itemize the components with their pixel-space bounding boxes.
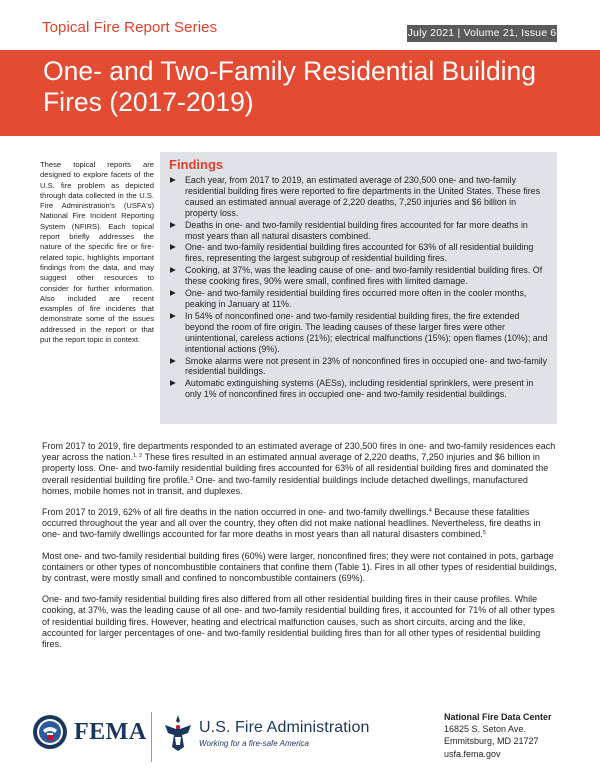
footnote-ref: 3 [190,475,194,482]
body-paragraph-1: From 2017 to 2019, fire departments responded to an estimated average of 230,500 fires in one- and two-family residences each year across the nation.$^{1, 2}$ These fires resulted in an estimated annual average of 2,220 deaths, 7,250 injuries and $6 billion in property loss. One- and two-family residential building fires accounted for 63% of all residential building fires and dominated the overall residential building fire profile.$^3$ One- and two-family residential buildings include detached dwellings, manufactured homes, mobile homes not in transit, and duplexes. [42,441,556,496]
usfa-tagline: Working for a fire-safe America [199,738,309,748]
findings-list [168,175,549,400]
address-line-2: Emmitsburg, MD 21727 [444,736,539,747]
body-paragraph-2: From 2017 to 2019, 62% of all fire deaths in the nation occurred in one- and two-family dwellings.$^4$ Because these fatalities occurred throughout the year and all over the country, they often did not make national headlines. Nevertheless, fire deaths in one- and two-family dwellings accounted for far more deaths in most years than all natural disasters combined.$^5$ [42,507,541,540]
fema-logo [32,714,147,750]
fema-wordmark: FEMA [74,718,147,745]
dhs-seal-icon [32,714,68,750]
triangle-bullet-icon: ▶ [170,175,176,184]
page-title: One- and Two-Family Residential Building Fires (2017-2019) [43,56,536,117]
finding-item: ▶ One- and two-family residential building fires occurred more often in the cooler months, peaking in January at 11%. [170,288,527,309]
triangle-bullet-icon: ▶ [170,378,176,388]
findings-heading: Findings [169,157,224,172]
address-line-1: 16825 S. Seton Ave. [444,724,526,735]
body-text [42,441,558,660]
finding-item: ▶ Each year, from 2017 to 2019, an estimated average of 230,500 one- and two-family residential building fires were reported to fire departments in the United States. These fires caused an estimated annual average of 2,220 deaths, 7,250 injuries and $6 billion in property loss. [170,175,541,218]
triangle-bullet-icon: ▶ [170,310,176,320]
issue-badge: July 2021 | Volume 21, Issue 6 [407,25,557,42]
footnote-ref: 4 [428,508,432,515]
finding-item: ▶ Deaths in one- and two-family residential building fires accounted for far more deaths in most years than all natural disasters combined. [170,219,528,241]
finding-item: ▶ Cooking, at 37%, was the leading cause of one- and two-family residential building fires. Of these cooking fires, 90% were small, confined fires with limited damage. [170,265,543,287]
contact-block [444,711,552,760]
nfdc-name: National Fire Data Center [444,712,552,722]
body-paragraph-3: Most one- and two-family residential building fires (60%) were larger, nonconfined fires; they were not contained in pots, garbage containers or other types of noncombustible containers that confine them (Table 1). Fires in all other types of residential buildings, by contrast, were mostly small and confined to noncombustible containers (69%). [42,550,557,584]
footnote-ref: 1, 2 [133,453,143,460]
finding-item: ▶ Smoke alarms were not present in 23% of nonconfined fires in occupied one- and two-family residential buildings. [170,355,548,377]
website-link[interactable]: usfa.fema.gov [444,748,501,759]
findings-box [160,152,557,424]
triangle-bullet-icon: ▶ [170,355,176,365]
finding-item: ▶ In 54% of nonconfined one- and two-family residential building fires, the fire extended beyond the room of fire origin. The leading causes of these larger fires were other unintentional, careless actions (21%); electrical malfunctions (15%); open flames (10%); and intentional actions (9%). [170,310,548,354]
footnote-ref: 5 [482,530,486,537]
sidebar-description: These topical reports are designed to explore facets of the U.S. fire problem as depicted through data collected in the U.S. Fire Administration's (USFA's) National Fire Incident Reporting System (NFIRS). Each topical report briefly addresses the nature of the specific fire or fire-related topic, highlights important findings from the data, and may suggest other resources to consider for further information. Also included are recent examples of fire incidents that demonstrate some of the issues addressed in the report or that put the report topic in context. [40,160,154,345]
finding-item: ▶ Automatic extinguishing systems (AESs), including residential sprinklers, were present in only 1% of nonconfined fires in occupied one- and two-family residential buildings. [170,378,534,400]
report-series-label: Topical Fire Report Series [42,19,218,36]
usfa-eagle-icon [163,713,193,753]
triangle-bullet-icon: ▶ [170,219,176,229]
triangle-bullet-icon: ▶ [170,265,176,275]
usfa-logo [163,713,369,753]
finding-item: ▶ One- and two-family residential building fires accounted for 63% of all residential building fires, representing the largest subgroup of residential building fires. [170,242,534,264]
triangle-bullet-icon: ▶ [170,288,176,298]
body-paragraph-4: One- and two-family residential building fires also differed from all other residential building fires in their cause profiles. While cooking, at 37%, was the leading cause of all one- and two-family residential building fires, it accounted for 71% of all other types of residential building fires. However, heating and electrical malfunction causes, such as short circuits, arcing and the like, accounted for larger percentages of one- and two-family residential building fires than for all other types of residential building fires. [42,594,555,650]
usfa-name: U.S. Fire Administration [199,718,370,736]
footer-divider [151,712,152,762]
triangle-bullet-icon: ▶ [170,242,176,252]
